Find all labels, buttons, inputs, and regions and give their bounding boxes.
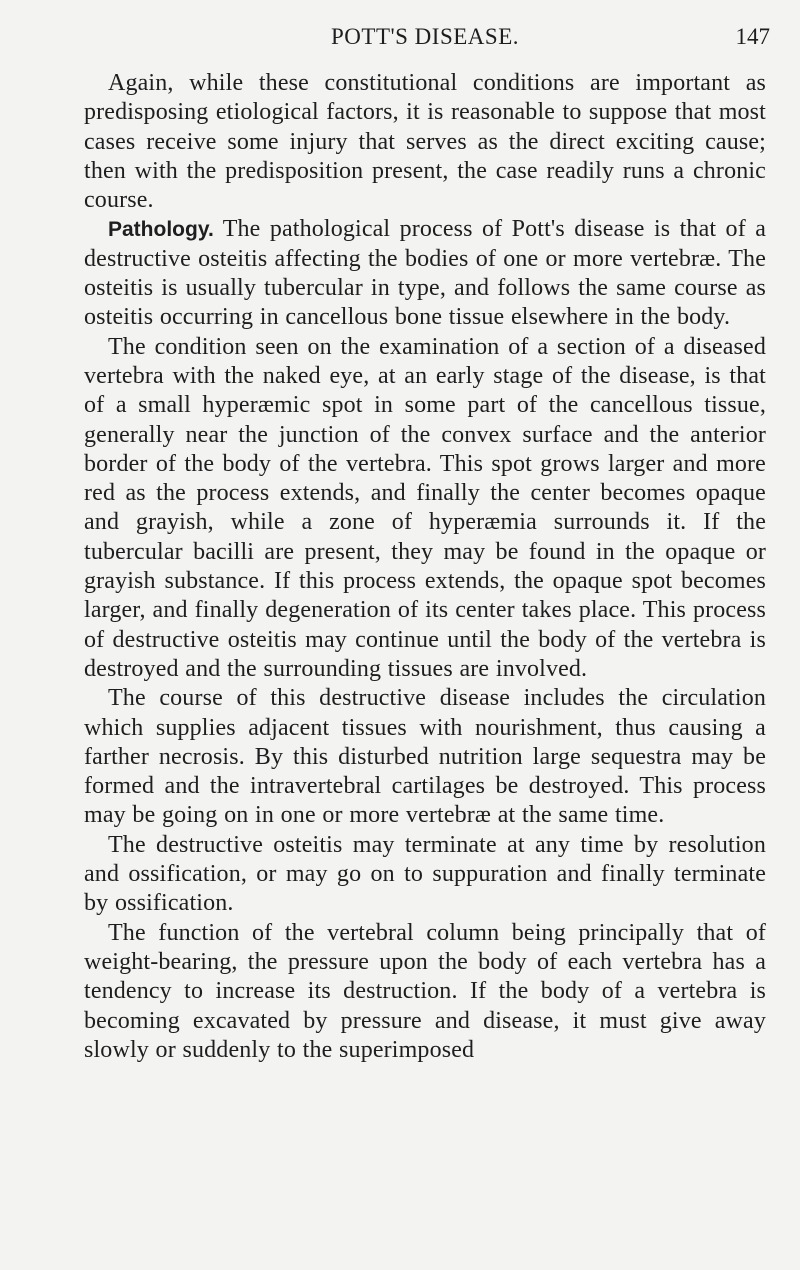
paragraph-text: Again, while these constitutional conditions are important as predisposing etiological factors, it is reasonable to suppose that most cases receive some injury that serves as the direct exciting cause; then with the predisposition present, the case readily runs a chronic course. — [84, 70, 766, 214]
paragraph-text: The condition seen on the examination of a section of a diseased vertebra with the naked eye, at an early stage of the disease, is that of a small hyperæmic spot in some part of the cancellous tissue, generally near the junction of the convex surface and the anterior border of the body of the vertebra. This spot grows larger and more red as the process extends, and finally the center becomes opaque and grayish, while a zone of hyperæmia surrounds it. If the tubercular bacilli are present, they may be found in the opaque or grayish substance. If this process extends, the opaque spot becomes larger, and finally degeneration of its center takes place. This process of destructive osteitis may continue until the body of the vertebra is destroyed and the surrounding tissues are involved. — [84, 333, 766, 682]
paragraph-termination — [84, 831, 766, 919]
paragraph-examination — [84, 333, 766, 685]
paragraph-weight-bearing — [84, 919, 766, 1065]
body-text — [84, 69, 766, 1065]
paragraph-pathology — [84, 215, 766, 332]
paragraph-text: The function of the vertebral column being principally that of weight-bearing, the pressure upon the body of each vertebra has a tendency to increase its destruction. If the body of a vertebra is becoming excavated by pressure and disease, it must give away slowly or suddenly to the superimposed — [84, 919, 766, 1063]
paragraph-text: The destructive osteitis may terminate at any time by resolution and ossification, or may go on to suppuration and finally terminate by ossification. — [84, 831, 766, 917]
paragraph-predisposition — [84, 69, 766, 215]
running-header — [80, 22, 770, 52]
running-title: POTT'S DISEASE. — [331, 24, 519, 49]
section-heading-pathology: Pathology. — [108, 218, 214, 242]
paragraph-text: The pathological process of Pott's disease is that of a destructive osteitis affecting the bodies of one or more vertebræ. The osteitis is usually tubercular in type, and follows the same course as osteitis occurring in cancellous bone tissue elsewhere in the body. — [84, 216, 766, 331]
paragraph-text: The course of this destructive disease includes the circulation which supplies adjacent tissues with nourishment, thus causing a farther necrosis. By this disturbed nutrition large sequestra may be formed and the intravertebral cartilages be destroyed. This process may be going on in one or more vertebræ at the same time. — [84, 685, 766, 829]
page-number: 147 — [735, 24, 770, 49]
paragraph-circulation — [84, 684, 766, 830]
